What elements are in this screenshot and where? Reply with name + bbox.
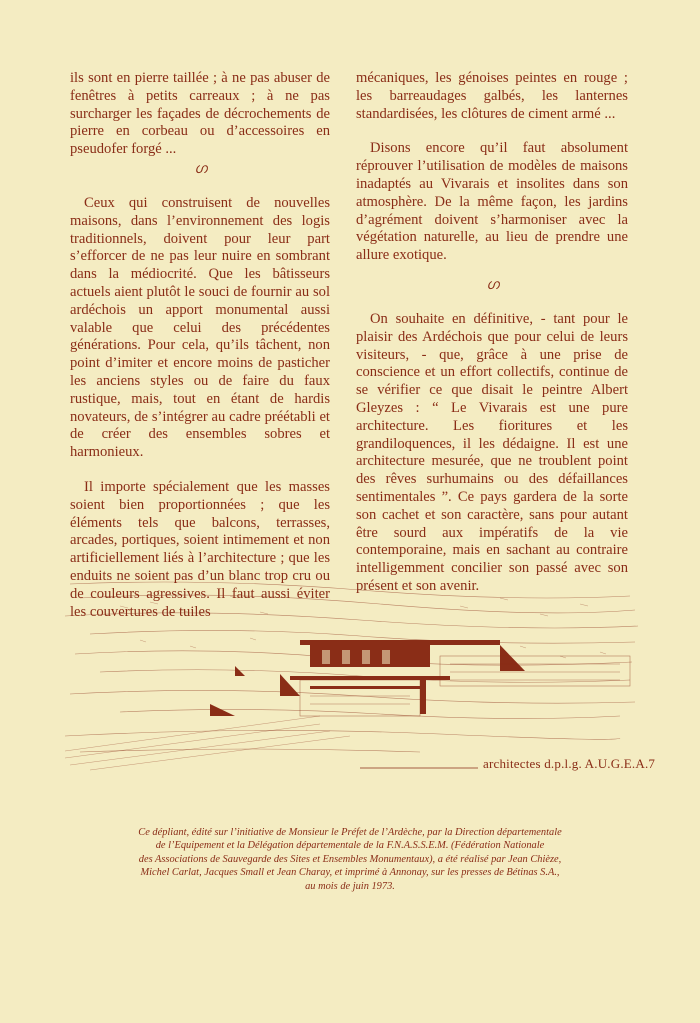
right-paragraph-1: mécaniques, les génoises peintes en rouge ; les barreaudages galbés, les lanternes standardisées, les clôtures de ciment armé ... bbox=[356, 70, 628, 122]
right-column bbox=[356, 70, 628, 596]
left-paragraph-2: Ceux qui construisent de nouvelles maisons, dans l’environnement des logis traditionnels, doivent pour leur part s’efforcer de ne pas leur nuire en sombrant dans la médiocrité. Que les bâtisseurs actuels aient plutôt le souci de fournir au sol ardéchois un apport monumental aussi valable que celui des précédentes générations. Pour cela, qu’ils tâchent, non point d’imiter et encore moins de pasticher les anciens styles ou de faire du faux rustique, mais, tout en étant de hardis novateurs, de s’intégrer au cadre préétabli et de créer des ensembles sobres et harmonieux. bbox=[70, 194, 330, 461]
right-paragraph-2: Disons encore qu’il faut absolument réprouver l’utilisation de modèles de maisons inadaptés au Vivarais et insolites dans son atmosphère. De la même façon, les jardins d’agrément doivent s’harmoniser avec la végétation naturelle, au lieu de prendre une allure exotique. bbox=[356, 140, 628, 264]
ornament-divider: ഗ bbox=[486, 277, 498, 293]
left-column bbox=[70, 70, 330, 621]
publication-footnote bbox=[130, 826, 570, 893]
footnote-line: des Associations de Sauvegarde des Sites et Ensembles Monumentaux), a été réalisé par Jean Chièze, bbox=[138, 853, 562, 865]
footnote-line: au mois de juin 1973. bbox=[305, 880, 395, 892]
architect-credit: architectes d.p.l.g. A.U.G.E.A.7 bbox=[483, 756, 656, 771]
right-paragraph-3: On souhaite en définitive, - tant pour le plaisir des Ardéchois que pour celui de leurs visiteurs, - que, grâce à une prise de conscience et un effort collectifs, continue de se vérifier ce que disait le peintre Albert Gleyzes : “ Le Vivarais est une pure architecture. Les fioritures et les grandiloquences, il les dédaigne. Il est une architecture mesurée, que ne troublent point des rêves surhumains ou des défaillances sentimentales ”. Ce pays gardera de la sorte son cachet et son caractère, sans pour autant être sourd aux impératifs de la vie contemporaine, mais en sachant au contraire intelligemment concilier son passé avec son présent et son avenir. bbox=[356, 310, 628, 594]
left-paragraph-1: ils sont en pierre taillée ; à ne pas abuser de fenêtres à petits carreaux ; à ne pas surcharger les façades de décrochements de pierre en corbeau ou d’accessoires en pseudofer forgé ... bbox=[70, 70, 330, 158]
left-paragraph-3: Il importe spécialement que les masses soient bien proportionnées ; que les éléments tels que balcons, terrasses, arcades, portiques, soient intimement et non artificiellement liés à l’architecture ; que les enduits ne soient pas d’un blanc trop cru ou de couleurs agressives. Il faut aussi éviter les couvertures de tuiles bbox=[70, 478, 330, 620]
architectural-sketch bbox=[60, 576, 640, 776]
footnote-line: Michel Carlat, Jacques Small et Jean Charay, et imprimé à Annonay, sur les presses de Bétinas S.A., bbox=[140, 867, 560, 879]
ornament-divider: ഗ bbox=[194, 161, 206, 177]
footnote-line: Ce dépliant, édité sur l’initiative de Monsieur le Préfet de l’Ardèche, par la Direction départementale bbox=[138, 827, 562, 838]
footnote-line: de l’Equipement et la Délégation départementale de la F.N.A.S.S.E.M. (Fédération Nationale bbox=[155, 840, 545, 852]
